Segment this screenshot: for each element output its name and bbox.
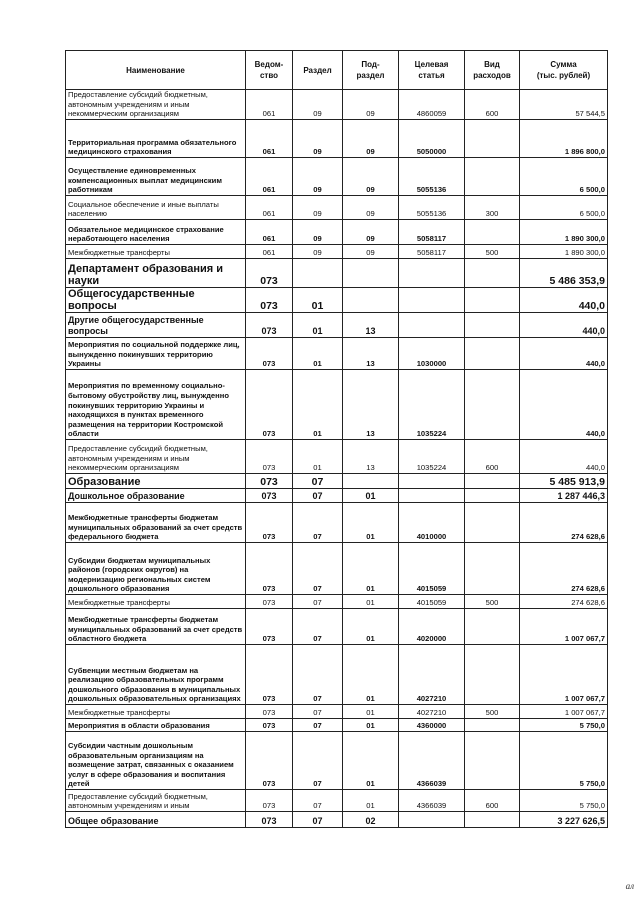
cell-sum: 3 227 626,5	[520, 812, 608, 828]
col-header-name: Наименование	[66, 51, 246, 90]
cell-vedomstvo: 061	[246, 220, 293, 245]
cell-expense-type	[465, 543, 520, 595]
cell-podrazdel: 13	[343, 313, 399, 338]
table-row	[66, 732, 608, 790]
cell-podrazdel: 01	[343, 503, 399, 543]
cell-razdel: 09	[293, 245, 343, 259]
cell-expense-type: 500	[465, 245, 520, 259]
cell-sum: 440,0	[520, 440, 608, 474]
cell-vedomstvo: 073	[246, 503, 293, 543]
cell-podrazdel: 09	[343, 158, 399, 196]
cell-podrazdel: 13	[343, 370, 399, 440]
cell-razdel: 07	[293, 719, 343, 732]
cell-sum: 5 485 913,9	[520, 474, 608, 489]
cell-expense-type	[465, 719, 520, 732]
cell-expense-type	[465, 158, 520, 196]
cell-razdel: 09	[293, 196, 343, 220]
cell-vedomstvo: 073	[246, 790, 293, 812]
cell-vedomstvo: 073	[246, 338, 293, 370]
cell-razdel: 01	[293, 440, 343, 474]
col-header-podrazdel: Под- раздел	[343, 51, 399, 90]
cell-expense-type: 300	[465, 196, 520, 220]
cell-name: Мероприятия по временному социально-бытовому обустройству лиц, вынужденно покинувших территорию Украины и находящихся в пунктах временного размещения на территории Костромской области	[66, 370, 246, 440]
cell-sum: 5 750,0	[520, 790, 608, 812]
cell-expense-type	[465, 338, 520, 370]
table-row	[66, 645, 608, 705]
cell-name: Предоставление субсидий бюджетным, автономным учреждениям и иным	[66, 790, 246, 812]
cell-vedomstvo: 073	[246, 474, 293, 489]
cell-name: Субвенции местным бюджетам на реализацию образовательных программ дошкольного образования в муниципальных дошкольных образовательных организациях	[66, 645, 246, 705]
cell-target-article: 4366039	[399, 790, 465, 812]
cell-target-article	[399, 313, 465, 338]
cell-razdel: 07	[293, 790, 343, 812]
cell-name: Предоставление субсидий бюджетным, автономным учреждениям и иным некоммерческим организациям	[66, 440, 246, 474]
cell-target-article	[399, 288, 465, 313]
cell-sum: 274 628,6	[520, 595, 608, 609]
cell-vedomstvo: 061	[246, 158, 293, 196]
cell-podrazdel	[343, 474, 399, 489]
table-row	[66, 259, 608, 288]
cell-vedomstvo: 061	[246, 90, 293, 120]
cell-sum: 5 486 353,9	[520, 259, 608, 288]
cell-name: Общегосударственные вопросы	[66, 288, 246, 313]
cell-sum: 440,0	[520, 313, 608, 338]
cell-razdel: 07	[293, 645, 343, 705]
col-header-razdel: Раздел	[293, 51, 343, 90]
table-row	[66, 120, 608, 158]
budget-table	[65, 50, 608, 828]
col-header-target-article: Целевая статья	[399, 51, 465, 90]
cell-expense-type: 500	[465, 705, 520, 719]
table-row	[66, 719, 608, 732]
cell-podrazdel: 01	[343, 732, 399, 790]
cell-expense-type: 600	[465, 440, 520, 474]
cell-target-article: 5058117	[399, 220, 465, 245]
cell-razdel: 09	[293, 90, 343, 120]
cell-vedomstvo: 073	[246, 543, 293, 595]
cell-razdel: 01	[293, 338, 343, 370]
cell-vedomstvo: 073	[246, 313, 293, 338]
cell-target-article	[399, 812, 465, 828]
cell-podrazdel: 13	[343, 338, 399, 370]
cell-expense-type	[465, 503, 520, 543]
cell-expense-type	[465, 120, 520, 158]
cell-vedomstvo: 073	[246, 609, 293, 645]
cell-target-article: 5050000	[399, 120, 465, 158]
cell-vedomstvo: 073	[246, 440, 293, 474]
cell-target-article: 5058117	[399, 245, 465, 259]
cell-target-article: 1030000	[399, 338, 465, 370]
cell-name: Территориальная программа обязательного медицинского страхования	[66, 120, 246, 158]
cell-target-article: 1035224	[399, 440, 465, 474]
cell-sum: 6 500,0	[520, 196, 608, 220]
cell-podrazdel: 01	[343, 790, 399, 812]
cell-podrazdel: 01	[343, 705, 399, 719]
table-row	[66, 288, 608, 313]
cell-target-article: 4027210	[399, 705, 465, 719]
table-row	[66, 609, 608, 645]
cell-vedomstvo: 073	[246, 489, 293, 503]
table-row	[66, 158, 608, 196]
cell-vedomstvo: 061	[246, 196, 293, 220]
cell-target-article: 5055136	[399, 196, 465, 220]
cell-expense-type	[465, 313, 520, 338]
cell-razdel: 07	[293, 503, 343, 543]
cell-name: Межбюджетные трансферты бюджетам муниципальных образований за счет средств федерального бюджета	[66, 503, 246, 543]
col-header-expense-type: Вид расходов	[465, 51, 520, 90]
table-row	[66, 196, 608, 220]
cell-sum: 274 628,6	[520, 543, 608, 595]
cell-target-article: 5055136	[399, 158, 465, 196]
cell-target-article: 4027210	[399, 645, 465, 705]
cell-vedomstvo: 073	[246, 705, 293, 719]
page-number: ал	[625, 881, 634, 891]
cell-podrazdel: 01	[343, 719, 399, 732]
cell-podrazdel: 09	[343, 120, 399, 158]
table-row	[66, 474, 608, 489]
cell-sum: 1 896 800,0	[520, 120, 608, 158]
table-row	[66, 440, 608, 474]
cell-name: Осуществление единовременных компенсационных выплат медицинским работникам	[66, 158, 246, 196]
table-row	[66, 489, 608, 503]
col-header-vedomstvo: Ведом- ство	[246, 51, 293, 90]
cell-vedomstvo: 073	[246, 812, 293, 828]
cell-vedomstvo: 073	[246, 595, 293, 609]
cell-target-article: 4020000	[399, 609, 465, 645]
cell-expense-type	[465, 259, 520, 288]
cell-razdel: 07	[293, 705, 343, 719]
cell-expense-type: 600	[465, 790, 520, 812]
cell-expense-type	[465, 474, 520, 489]
cell-podrazdel: 09	[343, 90, 399, 120]
table-row	[66, 543, 608, 595]
cell-name: Общее образование	[66, 812, 246, 828]
cell-name: Субсидии бюджетам муниципальных районов (городских округов) на модернизацию региональных систем дошкольного образования	[66, 543, 246, 595]
cell-podrazdel	[343, 259, 399, 288]
table-row	[66, 220, 608, 245]
cell-razdel: 07	[293, 595, 343, 609]
cell-podrazdel: 09	[343, 196, 399, 220]
cell-razdel: 01	[293, 370, 343, 440]
cell-sum: 274 628,6	[520, 503, 608, 543]
cell-razdel: 09	[293, 158, 343, 196]
table-row	[66, 245, 608, 259]
cell-podrazdel: 02	[343, 812, 399, 828]
cell-vedomstvo: 073	[246, 645, 293, 705]
cell-sum: 1 007 067,7	[520, 609, 608, 645]
cell-vedomstvo: 073	[246, 719, 293, 732]
cell-expense-type	[465, 732, 520, 790]
cell-target-article	[399, 489, 465, 503]
cell-razdel: 07	[293, 732, 343, 790]
table-row	[66, 370, 608, 440]
cell-podrazdel: 01	[343, 489, 399, 503]
cell-expense-type	[465, 370, 520, 440]
cell-sum: 1 287 446,3	[520, 489, 608, 503]
cell-target-article: 4366039	[399, 732, 465, 790]
cell-name: Департамент образования и науки	[66, 259, 246, 288]
cell-razdel: 01	[293, 313, 343, 338]
cell-target-article	[399, 474, 465, 489]
cell-podrazdel	[343, 288, 399, 313]
cell-target-article	[399, 259, 465, 288]
cell-vedomstvo: 073	[246, 288, 293, 313]
cell-name: Дошкольное образование	[66, 489, 246, 503]
cell-name: Обязательное медицинское страхование неработающего населения	[66, 220, 246, 245]
cell-target-article: 4015059	[399, 543, 465, 595]
cell-sum: 1 890 300,0	[520, 220, 608, 245]
cell-sum: 1 007 067,7	[520, 705, 608, 719]
cell-sum: 1 007 067,7	[520, 645, 608, 705]
cell-target-article: 4010000	[399, 503, 465, 543]
cell-razdel: 07	[293, 812, 343, 828]
table-row	[66, 503, 608, 543]
cell-razdel: 09	[293, 120, 343, 158]
cell-razdel: 07	[293, 489, 343, 503]
cell-name: Социальное обеспечение и иные выплаты населению	[66, 196, 246, 220]
cell-sum: 5 750,0	[520, 732, 608, 790]
cell-expense-type	[465, 609, 520, 645]
table-row	[66, 812, 608, 828]
cell-expense-type: 500	[465, 595, 520, 609]
cell-razdel: 01	[293, 288, 343, 313]
cell-name: Предоставление субсидий бюджетным, автономным учреждениям и иным некоммерческим организациям	[66, 90, 246, 120]
cell-name: Мероприятия в области образования	[66, 719, 246, 732]
cell-sum: 1 890 300,0	[520, 245, 608, 259]
table-row	[66, 338, 608, 370]
cell-vedomstvo: 073	[246, 370, 293, 440]
table-row	[66, 790, 608, 812]
cell-vedomstvo: 073	[246, 259, 293, 288]
cell-target-article: 4360000	[399, 719, 465, 732]
cell-podrazdel: 13	[343, 440, 399, 474]
cell-sum: 6 500,0	[520, 158, 608, 196]
table-row	[66, 90, 608, 120]
cell-expense-type	[465, 220, 520, 245]
cell-sum: 440,0	[520, 370, 608, 440]
cell-expense-type: 600	[465, 90, 520, 120]
table-row	[66, 705, 608, 719]
cell-name: Субсидии частным дошкольным образовательным организациям на возмещение затрат, связанных с оказанием услуг в сфере образования и воспитания детей	[66, 732, 246, 790]
cell-podrazdel: 01	[343, 543, 399, 595]
cell-razdel	[293, 259, 343, 288]
cell-expense-type	[465, 645, 520, 705]
cell-name: Другие общегосударственные вопросы	[66, 313, 246, 338]
cell-target-article: 1035224	[399, 370, 465, 440]
cell-podrazdel: 09	[343, 245, 399, 259]
cell-podrazdel: 01	[343, 609, 399, 645]
cell-sum: 5 750,0	[520, 719, 608, 732]
cell-name: Межбюджетные трансферты	[66, 705, 246, 719]
table-row	[66, 313, 608, 338]
cell-razdel: 07	[293, 609, 343, 645]
cell-podrazdel: 01	[343, 595, 399, 609]
cell-razdel: 07	[293, 474, 343, 489]
cell-name: Межбюджетные трансферты	[66, 595, 246, 609]
cell-podrazdel: 09	[343, 220, 399, 245]
cell-vedomstvo: 061	[246, 120, 293, 158]
cell-name: Межбюджетные трансферты бюджетам муниципальных образований за счет средств областного бюджета	[66, 609, 246, 645]
cell-podrazdel: 01	[343, 645, 399, 705]
cell-expense-type	[465, 812, 520, 828]
cell-sum: 440,0	[520, 338, 608, 370]
cell-vedomstvo: 061	[246, 245, 293, 259]
cell-sum: 57 544,5	[520, 90, 608, 120]
table-row	[66, 595, 608, 609]
cell-sum: 440,0	[520, 288, 608, 313]
cell-name: Мероприятия по социальной поддержке лиц, вынужденно покинувших территорию Украины	[66, 338, 246, 370]
cell-target-article: 4860059	[399, 90, 465, 120]
cell-vedomstvo: 073	[246, 732, 293, 790]
cell-name: Образование	[66, 474, 246, 489]
col-header-sum: Сумма (тыс. рублей)	[520, 51, 608, 90]
cell-razdel: 09	[293, 220, 343, 245]
cell-name: Межбюджетные трансферты	[66, 245, 246, 259]
cell-expense-type	[465, 288, 520, 313]
cell-expense-type	[465, 489, 520, 503]
cell-target-article: 4015059	[399, 595, 465, 609]
cell-razdel: 07	[293, 543, 343, 595]
table-header-row	[66, 51, 608, 90]
